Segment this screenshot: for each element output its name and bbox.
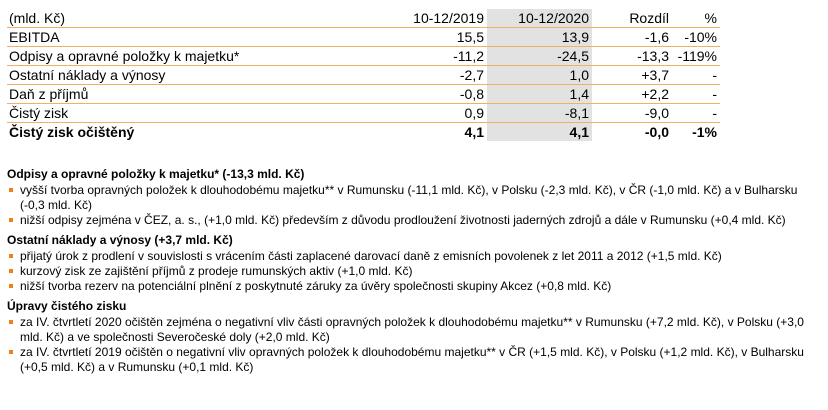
bullet-square-icon: [9, 218, 13, 222]
row-2019: 4,1: [464, 124, 484, 140]
note-section-depreciation: [7, 167, 822, 228]
note-title: Ostatní náklady a výnosy (+3,7 mld. Kč): [7, 233, 233, 247]
bullet-square-icon: [9, 254, 13, 258]
header-unit: (mld. Kč): [7, 9, 365, 28]
table-row-total: [7, 123, 720, 142]
row-2020: 1,4: [487, 85, 592, 104]
table-row: [7, 66, 720, 85]
commentary: [7, 167, 822, 380]
table-row: [7, 85, 720, 104]
table-header-row: [7, 9, 720, 28]
header-change: Rozdíl: [592, 9, 672, 28]
header-2019: 10-12/2019: [365, 9, 487, 28]
row-change: -1,6: [592, 28, 672, 47]
row-change: -9,0: [592, 104, 672, 123]
bullet-list: [7, 315, 822, 375]
row-pct: -: [672, 66, 720, 85]
row-2019: 0,9: [365, 104, 487, 123]
row-change: +2,2: [592, 85, 672, 104]
header-2020: 10-12/2020: [487, 9, 592, 28]
bullet-list: [7, 249, 822, 294]
row-change: +3,7: [592, 66, 672, 85]
row-label: EBITDA: [7, 28, 365, 47]
list-item: [7, 183, 822, 213]
bullet-text: za IV. čtvrtletí 2020 očištěn zejména o negativní vliv části opravných položek k dlouhodobému majetku** v Rumunsku (+7,2 mld. Kč), v Polsku (+3,0 mld. Kč) a ve společnosti Severočeské doly (+2,0 mld. Kč): [20, 315, 804, 344]
bullet-square-icon: [9, 269, 13, 273]
list-item: [7, 315, 822, 345]
row-label: Odpisy a opravné položky k majetku*: [7, 47, 365, 66]
bullet-text: za IV. čtvrtletí 2019 očištěn o negativní vliv opravných položek k dlouhodobému majetku** v ČR (+1,5 mld. Kč), v Polsku (+1,2 mld. Kč), v Bulharsku (+0,5 mld. Kč) a v Rumunsku (+0,1 mld. Kč): [20, 345, 804, 374]
row-2020: 4,1: [487, 123, 592, 142]
list-item: [7, 279, 822, 294]
row-pct: -: [672, 85, 720, 104]
row-change: -13,3: [592, 47, 672, 66]
bullet-text: nižší odpisy zejména v ČEZ, a. s., (+1,0 mld. Kč) především z důvodu prodloužení životnosti jaderných zdrojů a dále v Rumunsku (+0,4 mld. Kč): [20, 213, 786, 227]
note-section-other: [7, 233, 822, 294]
bullet-square-icon: [9, 320, 13, 324]
bullet-text: nižší tvorba rezerv na potenciální plnění z poskytnuté záruky za úvěry společnosti skupiny Akcez (+0,8 mld. Kč): [20, 279, 612, 293]
row-2020: -24,5: [487, 47, 592, 66]
list-item: [7, 213, 822, 228]
table-row: [7, 104, 720, 123]
row-pct: -10%: [672, 28, 720, 47]
row-change: -0,0: [644, 124, 669, 140]
list-item: [7, 249, 822, 264]
bullet-text: přijatý úrok z prodlení v souvislosti s vrácením části zaplacené darovací daně z emisních povolenek z let 2011 a 2012 (+1,5 mld. Kč): [20, 249, 722, 263]
note-title: Úpravy čistého zisku: [7, 299, 127, 313]
header-pct: %: [672, 9, 720, 28]
row-2019: 15,5: [365, 28, 487, 47]
row-2020: 1,0: [487, 66, 592, 85]
bullet-square-icon: [9, 350, 13, 354]
note-title: Odpisy a opravné položky k majetku* (-13,3 mld. Kč): [7, 167, 305, 181]
results-table: [7, 9, 720, 141]
table-row: [7, 47, 720, 66]
row-2020: -8,1: [487, 104, 592, 123]
row-label: Ostatní náklady a výnosy: [7, 66, 365, 85]
row-pct: -119%: [672, 47, 720, 66]
row-2020: 13,9: [487, 28, 592, 47]
note-section-adjustments: [7, 299, 822, 375]
list-item: [7, 264, 822, 279]
row-pct: -1%: [692, 124, 717, 140]
row-label: Daň z příjmů: [7, 85, 365, 104]
row-2019: -0,8: [365, 85, 487, 104]
bullet-square-icon: [9, 284, 13, 288]
list-item: [7, 345, 822, 375]
bullet-list: [7, 183, 822, 228]
bullet-text: vyšší tvorba opravných položek k dlouhodobému majetku** v Rumunsku (-11,1 mld. Kč), v Polsku (-2,3 mld. Kč), v ČR (-1,0 mld. Kč) a v Bulharsku (-0,3 mld. Kč): [20, 183, 798, 212]
bullet-text: kurzový zisk ze zajištění příjmů z prodeje rumunských aktiv (+1,0 mld. Kč): [20, 264, 413, 278]
row-pct: -: [672, 104, 720, 123]
row-2019: -2,7: [365, 66, 487, 85]
table-row: [7, 28, 720, 47]
row-label: Čistý zisk: [7, 104, 365, 123]
bullet-square-icon: [9, 188, 13, 192]
row-2019: -11,2: [365, 47, 487, 66]
row-label: Čistý zisk očištěný: [9, 124, 135, 140]
